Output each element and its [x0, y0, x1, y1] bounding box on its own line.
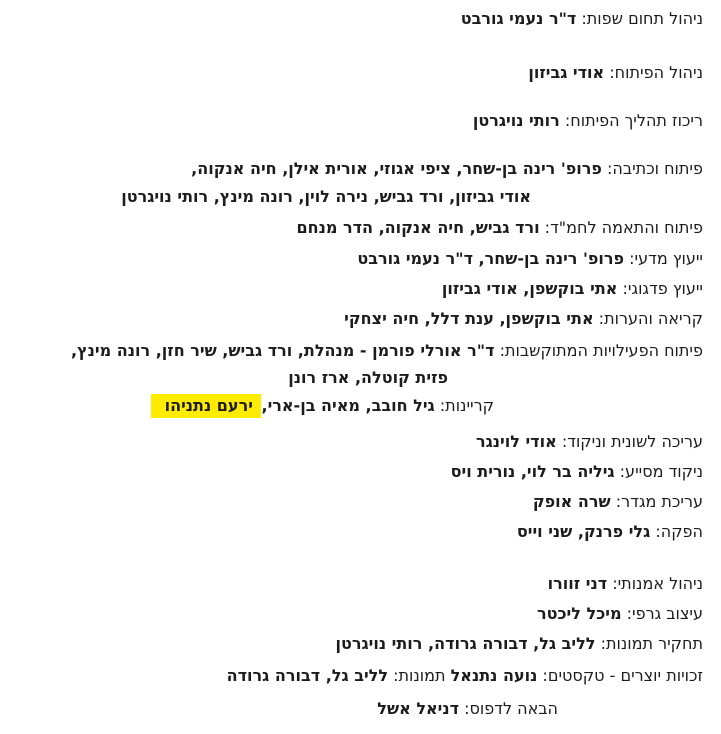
- credit-role-label: קריינות:: [434, 396, 494, 415]
- credit-names: אתי בוקשפן, אודי גביזון: [441, 279, 618, 298]
- credit-role-label: ניקוד מסייע:: [614, 462, 703, 481]
- credit-line-continuation: [8, 186, 531, 208]
- credit-line-continuation: [8, 367, 448, 389]
- credit-role-label: פיתוח וכתיבה:: [601, 159, 703, 178]
- credit-names: דני זוורו: [547, 574, 608, 593]
- credit-names: רותי נויגרטן: [472, 111, 560, 130]
- credit-role-label: ניהול הפיתוח:: [604, 63, 703, 82]
- credit-role-label: ניהול אמנותי:: [607, 574, 703, 593]
- credit-role-label: ייעוץ מדעי:: [624, 249, 703, 268]
- credit-role-label: הפקה:: [650, 522, 703, 541]
- credit-line: [8, 491, 703, 513]
- credit-line: [8, 461, 703, 483]
- credit-line: [8, 521, 703, 543]
- credit-names: פזית קוטלה, ארז רונן: [288, 368, 448, 387]
- credit-role-label: ריכוז תהליך הפיתוח:: [559, 111, 703, 130]
- credit-line: [8, 633, 703, 655]
- credit-line: [8, 308, 703, 330]
- credit-names: אודי גביזון: [528, 63, 605, 82]
- credit-role-label: עריכה לשונית וניקוד:: [556, 432, 703, 451]
- credit-line: [8, 340, 703, 362]
- credit-role-label: תמונות:: [388, 666, 451, 685]
- credit-line: [8, 62, 703, 84]
- credit-names: פרופ' רינה בן-שחר, ציפי אגוזי, אורית אילן, חיה אנקוה,: [191, 159, 602, 178]
- credit-names: ד"ר אורלי פורמן - מנהלת, ורד גביש, שיר חזן, רונה מינץ,: [71, 341, 495, 360]
- credit-names: גיליה בר לוי, נורית ויס: [450, 462, 615, 481]
- credit-role-label: קריאה והערות:: [593, 309, 703, 328]
- highlighted-name: ירעם נתניהו: [151, 394, 262, 418]
- credit-role-label: עריכת מגדר:: [610, 492, 703, 511]
- credit-names: שרה אופק: [532, 492, 611, 511]
- credit-role-label: ייעוץ פדגוגי:: [617, 279, 703, 298]
- credit-names: גלי פרנק, שני וייס: [516, 522, 651, 541]
- credit-line: [8, 110, 703, 132]
- credit-role-label: עיצוב גרפי:: [621, 604, 703, 623]
- credit-names: פרופ' רינה בן-שחר, ד"ר נעמי גורבט: [357, 249, 625, 268]
- credit-line: [8, 431, 703, 453]
- credit-names: גיל חובב, מאיה בן-ארי,: [261, 396, 435, 415]
- credit-role-label: הבאה לדפוס:: [459, 699, 558, 718]
- credit-names: דניאל אשל: [377, 699, 460, 718]
- credit-line: [8, 395, 494, 417]
- credit-role-label: ניהול תחום שפות:: [576, 9, 703, 28]
- credit-role-label: תחקיר תמונות:: [595, 634, 703, 653]
- credit-names: לליב גל, דבורה גרודה, רותי נויגרטן: [335, 634, 596, 653]
- credit-line: [8, 8, 703, 30]
- credit-names: אתי בוקשפן, ענת דלל, חיה יצחקי: [344, 309, 594, 328]
- credit-names: ורד גביש, חיה אנקוה, הדר מנחם: [296, 218, 540, 237]
- credit-line: [8, 665, 703, 687]
- credit-role-label: זכויות יוצרים - טקסטים:: [537, 666, 703, 685]
- credit-line: [8, 573, 703, 595]
- credit-names: מיכל ליכטר: [536, 604, 622, 623]
- credit-line: [8, 278, 703, 300]
- credit-line: [8, 158, 703, 180]
- credit-line: [8, 217, 703, 239]
- credit-names: לליב גל, דבורה גרודה: [226, 666, 389, 685]
- credit-names: אודי לוינגר: [475, 432, 557, 451]
- credit-role-label: פיתוח והתאמה לחמ"ד:: [539, 218, 703, 237]
- credit-line: [8, 698, 558, 720]
- credit-line: [8, 248, 703, 270]
- credit-line: [8, 603, 703, 625]
- credit-role-label: פיתוח הפעילויות המתוקשבות:: [494, 341, 703, 360]
- credit-names: ד"ר נעמי גורבט: [460, 9, 577, 28]
- credit-names: אודי גביזון, ורד גביש, נירה לוין, רונה מינץ, רותי נויגרטן: [121, 187, 531, 206]
- credit-names: נועה נתנאל: [450, 666, 538, 685]
